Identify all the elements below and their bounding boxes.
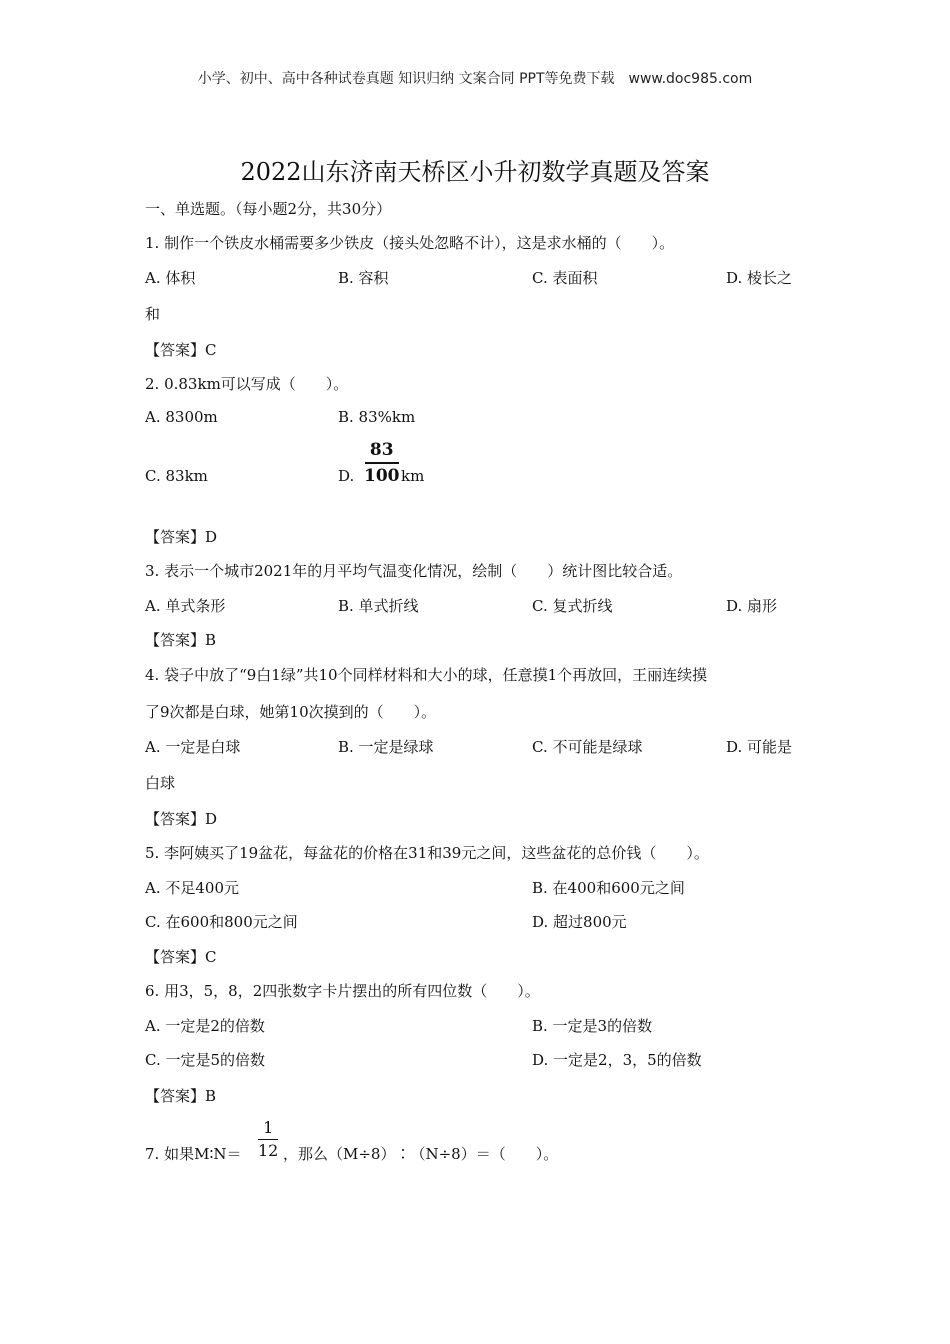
question-5-option-a: A. 不足400元 <box>145 879 239 897</box>
question-1-option-d: D. 棱长之 <box>726 269 793 287</box>
question-5-option-d: D. 超过800元 <box>532 913 627 931</box>
question-1-option-b: B. 容积 <box>338 269 389 287</box>
question-6-stem: 6. 用3，5，8，2四张数字卡片摆出的所有四位数（ ）。 <box>145 982 540 1000</box>
question-3-option-c: C. 复式折线 <box>532 597 613 615</box>
question-3-answer: 【答案】B <box>145 631 217 649</box>
question-6-answer: 【答案】B <box>145 1087 217 1105</box>
question-2-answer: 【答案】D <box>145 528 218 546</box>
question-3-stem: 3. 表示一个城市2021年的月平均气温变化情况，绘制（ ）统计图比较合适。 <box>145 562 683 580</box>
question-2-option-d-unit: km <box>401 467 425 485</box>
question-2-option-a: A. 8300m <box>145 408 218 426</box>
fraction-denominator: 12 <box>258 1141 279 1160</box>
question-4-stem-line-2: 了9次都是白球，她第10次摸到的（ ）。 <box>145 703 437 721</box>
question-2-option-b: B. 83%km <box>338 408 416 426</box>
question-1-option-c: C. 表面积 <box>532 269 598 287</box>
question-2-stem: 2. 0.83km可以写成（ ）。 <box>145 375 349 393</box>
question-2-option-c: C. 83km <box>145 467 208 485</box>
document-title: 2022山东济南天桥区小升初数学真题及答案 <box>240 158 710 186</box>
question-2-option-d-label: D. <box>338 467 355 485</box>
question-4-answer: 【答案】D <box>145 810 218 828</box>
question-2-option-d-fraction <box>364 440 400 486</box>
question-3-option-a: A. 单式条形 <box>145 597 226 615</box>
question-4-stem-line-1: 4. 袋子中放了“9白1绿”共10个同样材料和大小的球，任意摸1个再放回，王丽连续摸 <box>145 666 708 684</box>
question-4-option-d-continued: 白球 <box>145 774 176 792</box>
question-4-option-c: C. 不可能是绿球 <box>532 738 643 756</box>
question-1-option-a: A. 体积 <box>145 269 196 287</box>
question-1-stem: 1. 制作一个铁皮水桶需要多少铁皮（接头处忽略不计），这是求水桶的（ ）。 <box>145 234 675 252</box>
question-7-stem-suffix: ，那么（M÷8）∶（N÷8）＝（ ）。 <box>283 1145 559 1163</box>
question-4-option-d: D. 可能是 <box>726 738 793 756</box>
question-6-option-a: A. 一定是2的倍数 <box>145 1017 265 1035</box>
fraction-bar <box>365 462 399 464</box>
question-6-option-d: D. 一定是2，3，5的倍数 <box>532 1051 702 1069</box>
fraction-bar <box>258 1139 278 1140</box>
page-header: 小学、初中、高中各种试卷真题 知识归纳 文案合同 PPT等免费下载 www.doc985.com <box>197 71 753 87</box>
question-3-option-d: D. 扇形 <box>726 597 778 615</box>
question-7-fraction <box>258 1118 278 1161</box>
question-6-option-c: C. 一定是5的倍数 <box>145 1051 266 1069</box>
question-1-option-d-continued: 和 <box>145 305 161 323</box>
section-heading: 一、单选题。（每小题2分，共30分） <box>145 200 392 218</box>
question-4-option-b: B. 一定是绿球 <box>338 738 434 756</box>
question-4-option-a: A. 一定是白球 <box>145 738 241 756</box>
question-6-option-b: B. 一定是3的倍数 <box>532 1017 653 1035</box>
question-3-option-b: B. 单式折线 <box>338 597 419 615</box>
question-1-answer: 【答案】C <box>145 341 217 359</box>
fraction-numerator: 1 <box>263 1118 274 1137</box>
fraction-numerator: 83 <box>369 440 394 460</box>
question-5-stem: 5. 李阿姨买了19盆花，每盆花的价格在31和39元之间，这些盆花的总价钱（ ）。 <box>145 844 709 862</box>
question-5-option-c: C. 在600和800元之间 <box>145 913 298 931</box>
question-5-option-b: B. 在400和600元之间 <box>532 879 685 897</box>
question-7-stem-prefix: 7. 如果M∶N＝ <box>145 1145 242 1163</box>
question-5-answer: 【答案】C <box>145 948 217 966</box>
fraction-denominator: 100 <box>364 465 400 486</box>
